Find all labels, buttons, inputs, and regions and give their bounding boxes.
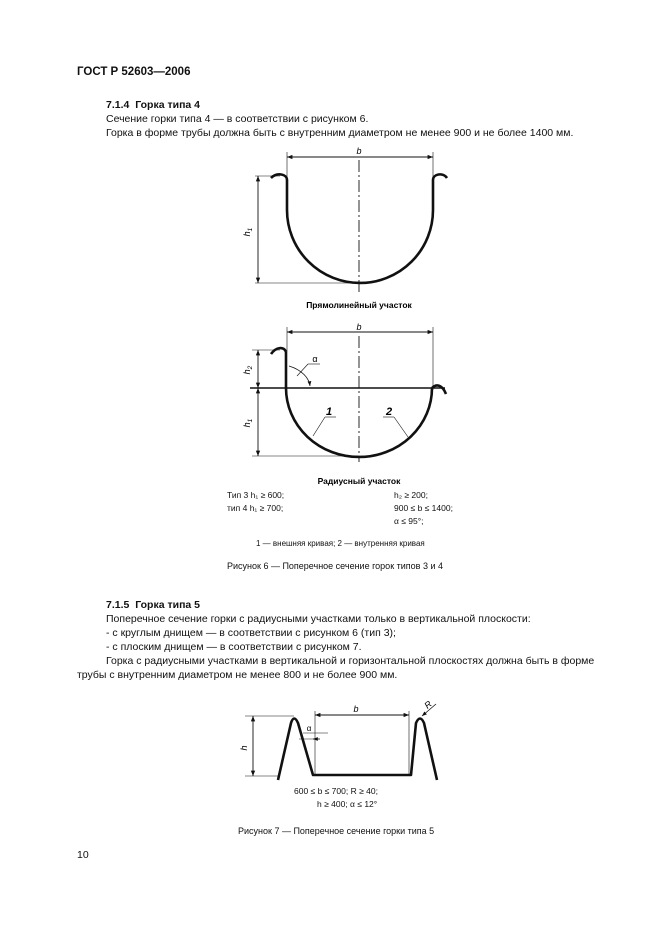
lip-right-bottom bbox=[432, 386, 446, 394]
fig7-profile bbox=[278, 719, 437, 781]
straight-section-diagram bbox=[242, 146, 447, 292]
section-715-para2-line1: Горка с радиусными участками в вертикальной и горизонтальной плоскостях должна быть в форме bbox=[106, 655, 595, 667]
fig7-angle-label: α bbox=[306, 724, 312, 733]
curve2-label: 2 bbox=[385, 406, 393, 418]
section-715-item2: - с плоским днищем — в соответствии с рисунком 7. bbox=[106, 641, 362, 653]
section-715-para2-line2: трубы с внутренним диаметром не менее 800 и не более 900 мм. bbox=[77, 669, 398, 681]
section-715-number: 7.1.5 bbox=[106, 599, 130, 611]
section-714-para1: Сечение горки типа 4 — в соответствии с рисунком 6. bbox=[106, 113, 369, 125]
dim-h1-bottom-label: $h_1$ bbox=[242, 418, 254, 428]
document-code: ГОСТ Р 52603—2006 bbox=[77, 66, 191, 78]
fig7-caption: Рисунок 7 — Поперечное сечение горки типа 5 bbox=[238, 826, 435, 836]
section-714-para2: Горка в форме трубы должна быть с внутренним диаметром не менее 900 и не более 1400 мм. bbox=[106, 127, 574, 139]
fig6-cond-left-2: тип 4 h₁ ≥ 700; bbox=[227, 503, 284, 513]
fig7-cond-line2: h ≥ 400; α ≤ 12° bbox=[317, 799, 378, 809]
dim-h1-top-label: $h_1$ bbox=[242, 227, 254, 237]
fig7-cond-line1: 600 ≤ b ≤ 700; R ≥ 40; bbox=[294, 786, 378, 796]
section-715-heading bbox=[106, 599, 200, 611]
fig7-dim-h-label: h bbox=[239, 745, 249, 751]
fig6-caption: Рисунок 6 — Поперечное сечение горок типов 3 и 4 bbox=[227, 561, 443, 571]
dim-b-bottom-label: b bbox=[356, 322, 362, 332]
fig6-legend: 1 — внешняя кривая; 2 — внутренняя кривая bbox=[256, 539, 425, 548]
fig7-dim-b-label: b bbox=[353, 704, 359, 714]
straight-section-label: Прямолинейный участок bbox=[306, 300, 412, 310]
dim-h2-label: $h_2$ bbox=[242, 365, 254, 375]
fig7-radius-label: R bbox=[422, 698, 434, 711]
curve2-leader bbox=[394, 417, 408, 437]
curve1-label: 1 bbox=[325, 406, 333, 418]
curve1-leader bbox=[313, 417, 325, 436]
angle-alpha-label: α bbox=[312, 354, 318, 364]
section-714-heading bbox=[106, 99, 200, 111]
lip-left-bottom bbox=[271, 348, 286, 354]
section-715-para1: Поперечное сечение горки с радиусными участками только в вертикальной плоскости: bbox=[106, 613, 531, 625]
section-715-item1: - с круглым днищем — в соответствии с рисунком 6 (тип 3); bbox=[106, 627, 396, 639]
section-714-title: Горка типа 4 bbox=[135, 99, 201, 111]
lip-left-top bbox=[271, 174, 287, 180]
angle-arc bbox=[289, 366, 310, 386]
page-number: 10 bbox=[77, 849, 89, 861]
trough-profile-top bbox=[287, 180, 433, 283]
fig6-cond-left-1: Тип 3 h₁ ≥ 600; bbox=[227, 490, 285, 500]
fig6-cond-right-1: h₂ ≥ 200; bbox=[394, 490, 428, 500]
section-715-title: Горка типа 5 bbox=[135, 599, 201, 611]
dim-b-top-label: b bbox=[356, 146, 362, 156]
lip-right-top bbox=[433, 174, 447, 180]
section-714-number: 7.1.4 bbox=[106, 99, 130, 111]
fig6-cond-right-2: 900 ≤ b ≤ 1400; bbox=[394, 503, 453, 513]
fig6-cond-right-3: α ≤ 95°; bbox=[394, 516, 424, 526]
radial-section-diagram bbox=[242, 322, 446, 462]
figure-7-drawing bbox=[238, 695, 460, 790]
figure-6-drawing bbox=[225, 145, 485, 490]
radial-section-label: Радиусный участок bbox=[317, 476, 401, 486]
